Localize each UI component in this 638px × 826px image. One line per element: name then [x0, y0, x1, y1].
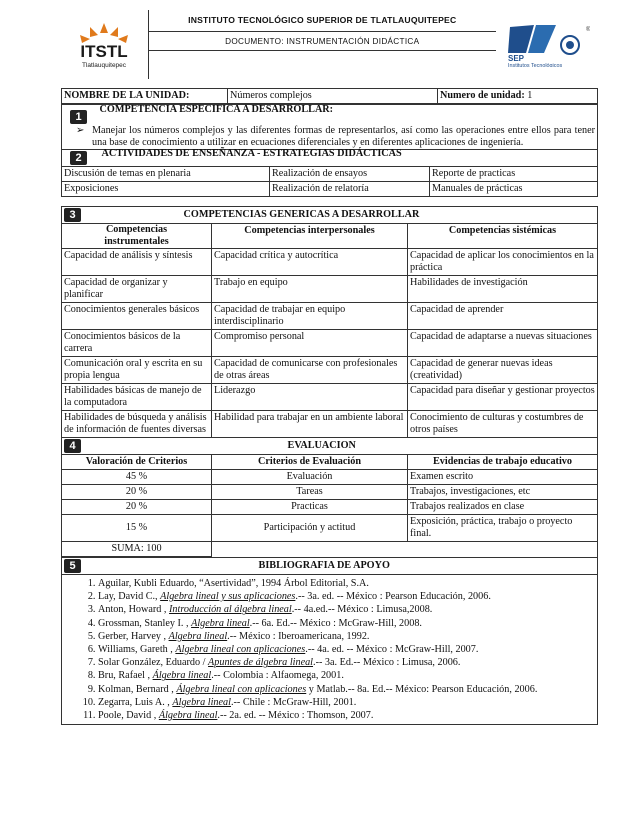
section3-table — [61, 206, 598, 438]
table-cell: Liderazgo — [212, 384, 408, 411]
bibliography-item — [98, 683, 595, 696]
bib-title: Álgebra lineal — [152, 670, 212, 682]
table-row — [62, 384, 598, 411]
document-title: DOCUMENTO: INSTRUMENTACIÓN DIDÁCTICA — [149, 32, 497, 51]
table-cell: Trabajos, investigaciones, etc — [408, 485, 598, 500]
bib-author: Gerber, Harvey , — [98, 630, 169, 642]
table-cell: Reporte de practicas — [430, 167, 598, 182]
section2-table — [61, 150, 598, 197]
arrow-bullet-icon: ➢ — [76, 125, 85, 136]
table-cell: Compromiso personal — [212, 330, 408, 357]
section5-number: 5 — [64, 559, 81, 573]
table-row — [62, 411, 598, 438]
table-cell: Capacidad para diseñar y gestionar proyectos — [408, 384, 598, 411]
table-cell: Conocimientos generales básicos — [62, 303, 212, 330]
table-cell: Capacidad de análisis y síntesis — [62, 249, 212, 276]
section4-header — [62, 438, 598, 455]
section5-title: BIBLIOGRAFIA DE APOYO — [258, 560, 390, 572]
svg-text:SEP: SEP — [508, 53, 525, 63]
section3-header — [62, 207, 598, 224]
table-cell: Habilidades básicas de manejo de la computadora — [62, 384, 212, 411]
bib-publication: .-- 3a. ed. -- México : Pearson Educación, 2006. — [295, 591, 491, 603]
section3-title: COMPETENCIAS GENERICAS A DESARROLLAR — [183, 209, 420, 221]
bib-author: Solar González, Eduardo / — [98, 657, 209, 669]
bib-author: Aguilar, Kubli Eduardo, “Asertividad”, 1994 Árbol Editorial, S.A. — [98, 578, 369, 589]
section4-table — [61, 438, 598, 557]
table-cell: Capacidad de trabajar en equipo interdisciplinario — [212, 303, 408, 330]
section1-number: 1 — [70, 110, 87, 124]
bibliography-item — [98, 709, 595, 722]
unit-number-value: 1 — [527, 90, 533, 101]
svg-text:ITSTL: ITSTL — [80, 41, 128, 61]
table-row — [62, 485, 598, 500]
section5-header — [62, 558, 598, 575]
unit-name-label: NOMBRE DE LA UNIDAD: — [62, 89, 228, 104]
header-table — [61, 10, 598, 79]
svg-text:Tlatlauquitepec: Tlatlauquitepec — [82, 61, 127, 69]
title-cell — [148, 10, 496, 79]
table-row — [62, 303, 598, 330]
bib-publication: .-- Chile : McGraw-Hill, 2001. — [230, 696, 357, 708]
column-header: Competencias instrumentales — [62, 224, 212, 249]
bibliography-item — [98, 590, 595, 603]
table-cell: Capacidad de organizar y planificar — [62, 276, 212, 303]
table-cell: Manuales de prácticas — [430, 182, 598, 197]
section1-header — [62, 105, 598, 126]
section4-number: 4 — [64, 439, 81, 453]
empty-cell — [212, 542, 408, 557]
right-logo-cell — [496, 10, 598, 79]
svg-text:®: ® — [586, 26, 590, 33]
left-logo-cell — [61, 10, 148, 79]
table-row — [62, 276, 598, 303]
section1-body — [62, 125, 598, 150]
table-cell: Realización de ensayos — [270, 167, 430, 182]
bibliography-item — [98, 696, 595, 709]
table-cell: Capacidad de generar nuevas ideas (creatividad) — [408, 357, 598, 384]
bib-author: Grossman, Stanley I. , — [98, 617, 192, 629]
bibliography-item — [98, 577, 595, 590]
table-row — [62, 330, 598, 357]
bib-publication: y Matlab.-- 8a. Ed.-- México: Pearson Educación, 2006. — [306, 683, 538, 695]
table-cell: Discusión de temas en plenaria — [62, 167, 270, 182]
competence-text: Manejar los números complejos y las diferentes formas de representarlos, así como las operaciones entre ellos para tener una base de conocimiento a utilizar en ecuaciones diferenciales y en diferentes aplicaciones de ingeniería. — [92, 125, 595, 148]
competence-item — [76, 125, 595, 149]
bibliography-item — [98, 603, 595, 616]
bibliography-item — [98, 630, 595, 643]
bib-author: Williams, Gareth , — [98, 644, 176, 656]
table-cell: 20 % — [62, 485, 212, 500]
total-cell: SUMA: 100 — [62, 542, 212, 557]
bib-author: Bru, Rafael , — [98, 670, 153, 682]
bibliography-list — [64, 577, 595, 722]
table-cell: Examen escrito — [408, 470, 598, 485]
bib-author: Poole, David , — [98, 710, 159, 722]
section2-title: ACTIVIDADES DE ENSEÑANZA - ESTRATEGIAS DIDÁCTICAS — [101, 148, 402, 160]
column-header: Valoración de Criterios — [62, 455, 212, 470]
sep-logo — [504, 23, 590, 67]
unit-name-value: Números complejos — [228, 89, 438, 104]
section2-number: 2 — [70, 151, 87, 165]
table-row — [62, 500, 598, 515]
table-cell: Exposición, práctica, trabajo o proyecto final. — [408, 515, 598, 542]
bibliography-item — [98, 643, 595, 656]
section1-table — [61, 104, 598, 150]
section5-table — [61, 557, 598, 725]
table-cell: Practicas — [212, 500, 408, 515]
bib-publication: .-- 4a.ed.-- México : Limusa,2008. — [291, 604, 433, 616]
column-header: Competencias sistémicas — [408, 224, 598, 249]
section3-number: 3 — [64, 208, 81, 222]
table-cell: Capacidad de aplicar los conocimientos en la práctica — [408, 249, 598, 276]
table-row — [62, 182, 598, 197]
bib-title: Algebra lineal con aplicaciones — [175, 644, 306, 656]
section4-title: EVALUACION — [287, 440, 356, 452]
table-row — [62, 167, 598, 182]
bib-publication: .-- México : Iberoamericana, 1992. — [227, 630, 370, 642]
bib-publication: .-- Colombia : Alfaomega, 2001. — [211, 670, 344, 682]
bibliography-body — [62, 575, 598, 725]
table-cell: Capacidad de comunicarse con profesionales de otras áreas — [212, 357, 408, 384]
bib-title: Algebra lineal — [191, 617, 250, 629]
competence-list — [64, 125, 595, 149]
bib-publication: .-- 6a. Ed.-- México : McGraw-Hill, 2008. — [249, 617, 422, 629]
table-row — [62, 470, 598, 485]
table-cell: Capacidad de aprender — [408, 303, 598, 330]
table-cell: 45 % — [62, 470, 212, 485]
bib-title: Apuntes de álgebra lineal — [208, 657, 314, 669]
table-cell: Tareas — [212, 485, 408, 500]
section2-header — [62, 150, 598, 167]
table-cell: Capacidad crítica y autocrítica — [212, 249, 408, 276]
table-cell: Trabajos realizados en clase — [408, 500, 598, 515]
bib-title: Introducción al álgebra lineal — [169, 604, 292, 616]
unit-table — [61, 88, 598, 104]
bib-publication: .-- 4a. ed. -- México : McGraw-Hill, 2007. — [305, 644, 479, 656]
column-header: Criterios de Evaluación — [212, 455, 408, 470]
table-cell: Capacidad de adaptarse a nuevas situaciones — [408, 330, 598, 357]
table-cell: Conocimientos básicos de la carrera — [62, 330, 212, 357]
table-cell: Comunicación oral y escrita en su propia lengua — [62, 357, 212, 384]
svg-text:Institutos Tecnológicos: Institutos Tecnológicos — [508, 62, 563, 67]
table-cell: Evaluación — [212, 470, 408, 485]
table-row — [62, 249, 598, 276]
bibliography-item — [98, 617, 595, 630]
bibliography-item — [98, 669, 595, 682]
table-cell: Habilidad para trabajar en un ambiente laboral — [212, 411, 408, 438]
column-header: Evidencias de trabajo educativo — [408, 455, 598, 470]
table-header-row — [62, 455, 598, 470]
unit-number-cell — [438, 89, 598, 104]
bib-title: Álgebra lineal con aplicaciones — [176, 683, 307, 695]
bib-title: Algebra lineal — [168, 630, 228, 642]
table-cell: Exposiciones — [62, 182, 270, 197]
section1-title: COMPETENCIA ESPECIFICA A DESARROLLAR: — [99, 104, 334, 116]
table-cell: Habilidades de búsqueda y análisis de información de fuentes diversas — [62, 411, 212, 438]
bib-author: Anton, Howard , — [98, 604, 170, 616]
empty-cell — [408, 542, 598, 557]
bib-title: Algebra lineal y sus aplicaciones — [160, 591, 296, 603]
bibliography-item — [98, 656, 595, 669]
bib-author: Lay, David C., — [98, 591, 161, 603]
table-cell: Participación y actitud — [212, 515, 408, 542]
unit-number-label: Numero de unidad: — [440, 90, 525, 101]
table-row — [62, 515, 598, 542]
itstl-logo — [68, 19, 140, 71]
table-cell: 20 % — [62, 500, 212, 515]
bib-title: Álgebra lineal — [158, 710, 218, 722]
table-cell: 15 % — [62, 515, 212, 542]
bib-author: Zegarra, Luis A. , — [98, 696, 173, 708]
column-header: Competencias interpersonales — [212, 224, 408, 249]
table-cell: Habilidades de investigación — [408, 276, 598, 303]
table-cell: Trabajo en equipo — [212, 276, 408, 303]
bib-author: Kolman, Bernard , — [98, 683, 177, 695]
bib-publication: .-- 3a. Ed.-- México : Limusa, 2006. — [313, 657, 461, 669]
table-header-row — [62, 224, 598, 249]
institute-name: INSTITUTO TECNOLÓGICO SUPERIOR DE TLATLAUQUITEPEC — [149, 10, 497, 32]
document-page — [61, 10, 598, 725]
table-row — [62, 357, 598, 384]
table-cell: Conocimiento de culturas y costumbres de otros países — [408, 411, 598, 438]
table-cell: Realización de relatoría — [270, 182, 430, 197]
bib-publication: .-- 2a. ed. -- México : Thomson, 2007. — [217, 710, 374, 722]
table-row — [62, 542, 598, 557]
bib-title: Algebra lineal — [172, 696, 231, 708]
